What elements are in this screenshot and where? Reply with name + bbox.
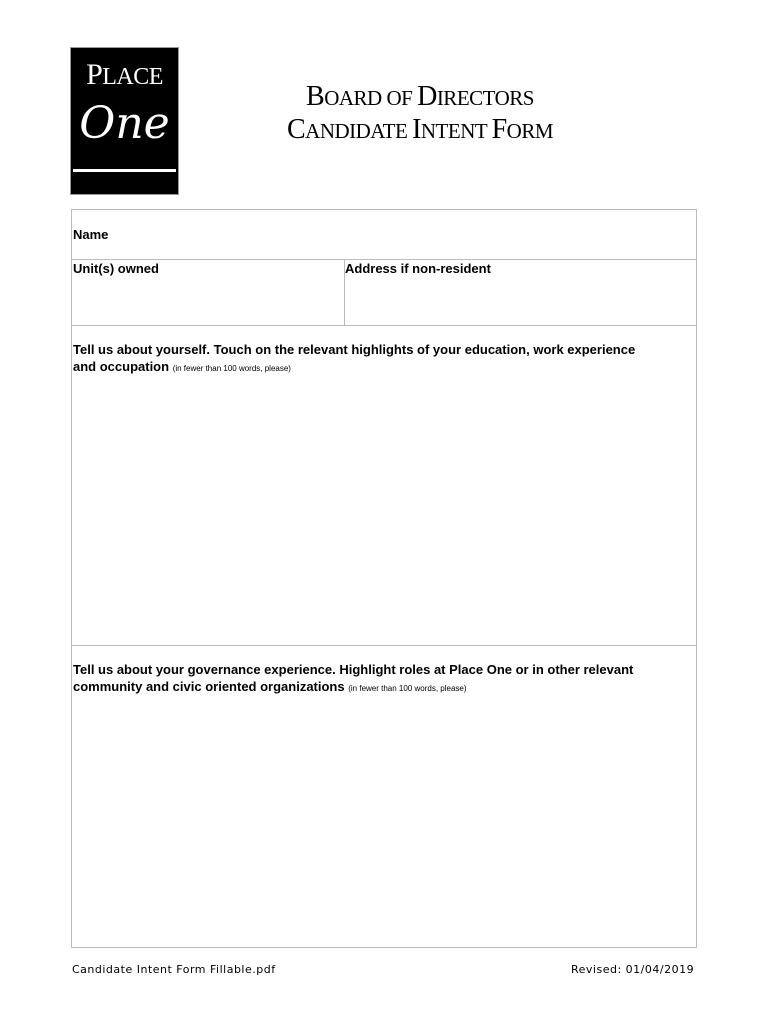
logo-text-one: One — [79, 98, 170, 149]
about-yourself-label: Tell us about yourself. Touch on the relevant highlights of your education, work experience and occupation (in fewer than 100 words, please) — [73, 342, 636, 374]
logo-rule — [73, 169, 176, 172]
governance-experience-label: Tell us about your governance experience. Highlight roles at Place One or in other relevant community and civic oriented organizations (in fewer than 100 words, please) — [73, 662, 634, 694]
divider — [72, 645, 696, 646]
form-title-line-1: BOARD OF DIRECTORS — [306, 81, 534, 112]
place-one-logo — [70, 47, 179, 195]
footer-filename: Candidate Intent Form Fillable.pdf — [72, 963, 276, 976]
name-label: Name — [73, 227, 109, 242]
name-field[interactable] — [117, 222, 692, 256]
address-field[interactable] — [347, 278, 692, 323]
units-owned-field[interactable] — [73, 278, 341, 323]
candidate-form — [71, 209, 697, 948]
logo-text-place: PLACE — [86, 58, 163, 91]
divider — [72, 325, 696, 326]
address-label: Address if non-resident — [345, 261, 491, 276]
form-title-line-2: CANDIDATE INTENT FORM — [286, 114, 554, 145]
units-owned-label: Unit(s) owned — [73, 261, 159, 276]
governance-experience-field[interactable] — [73, 698, 693, 943]
footer-revised-date: Revised: 01/04/2019 — [571, 963, 695, 976]
about-yourself-field[interactable] — [73, 378, 693, 643]
